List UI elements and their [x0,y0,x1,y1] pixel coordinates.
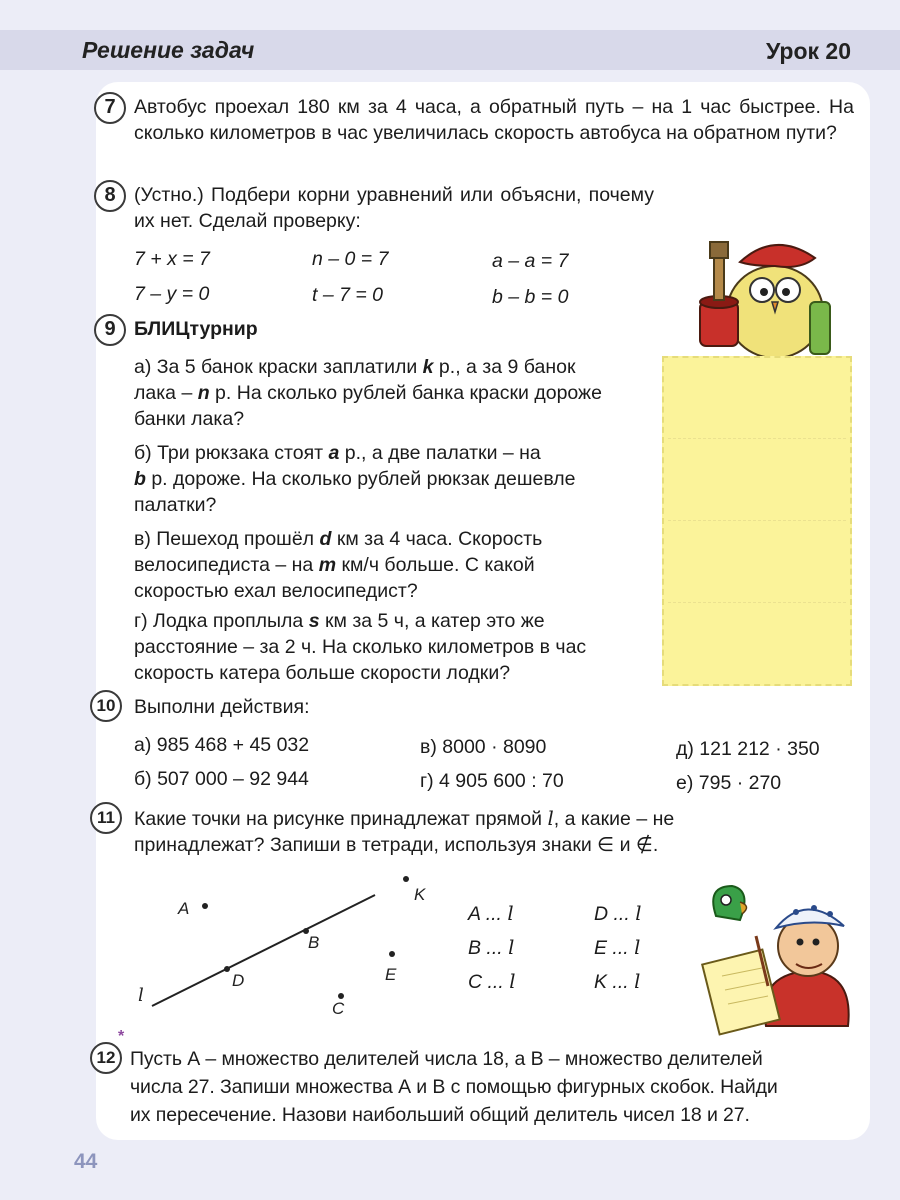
point-a [202,903,208,909]
equation: 7 – y = 0 [134,283,210,305]
lesson-label: Урок 20 [766,38,852,64]
owl-painter-illustration [690,232,840,362]
point-k [403,876,409,882]
task-9d-line: г) Лодка проплыла s км за 5 ч, а катер это же [134,610,545,632]
difficulty-star: * [118,1028,125,1045]
membership-row: C ... l [468,970,516,993]
task-8-number: 8 [94,180,126,212]
label-k: K [414,885,426,904]
point-e [389,951,395,957]
task-12-line: Пусть А – множество делителей числа 18, а В – множество делителей [130,1048,763,1070]
box-divider [668,438,846,439]
membership-row: D ... l [594,902,642,925]
task-12-number: 12 [90,1042,122,1074]
label-a: A [178,899,190,918]
task-8-text: (Устно.) Подбери корни уравнений или объясни, почему их нет. Сделай проверку: [134,184,654,232]
answer-box[interactable] [662,356,852,686]
label-c: C [332,999,345,1018]
equation: a – a = 7 [492,250,569,272]
expression: д) 121 212 · 350 [676,738,820,760]
task-7-number: 7 [94,92,126,124]
task-11-number: 11 [90,802,122,834]
pirate-writer-illustration [696,876,856,1038]
expression: б) 507 000 – 92 944 [134,768,309,790]
membership-row: E ... l [594,936,641,959]
task-10-number: 10 [90,690,122,722]
task-9d-line: скорость катера больше скорости лодки? [134,662,511,684]
equation: n – 0 = 7 [312,248,389,270]
box-divider [668,602,846,603]
geometry-figure [130,870,450,1030]
membership-row: B ... l [468,936,515,959]
label-b: B [308,933,320,952]
task-9a-line: банки лака? [134,408,245,430]
task-12-line: числа 27. Запиши множества А и В с помощью фигурных скобок. Найди [130,1076,778,1098]
task-9-title: БЛИЦтурнир [134,318,258,340]
task-9b-line: b р. дороже. На сколько рублей рюкзак дешевле [134,468,576,490]
membership-row: K ... l [594,970,641,993]
membership-row: A ... l [468,902,514,925]
task-9a-line: лака – n р. На сколько рублей банка краски дороже [134,382,602,404]
task-9c-line: скоростью ехал велосипедист? [134,580,418,602]
task-11-text: Какие точки на рисунке принадлежат прямой l, а какие – не принадлежат? Запиши в тетради, используя знаки ∈ и ∉. [134,807,675,856]
label-l: l [138,985,144,1006]
task-7-text: Автобус проехал 180 км за 4 часа, а обратный путь – на 1 час быстрее. На сколько километров в час увеличилась скорость автобуса на обратном пути? [134,96,854,144]
task-12-line: их пересечение. Назови наибольший общий делитель чисел 18 и 27. [130,1104,750,1126]
section-title: Решение задач [82,37,255,63]
task-10-text: Выполни действия: [134,696,310,718]
point-d [224,966,230,972]
expression: в) 8000 · 8090 [420,736,547,758]
expression: а) 985 468 + 45 032 [134,734,310,756]
expression: г) 4 905 600 : 70 [420,770,564,792]
equation: 7 + x = 7 [134,248,210,270]
label-e: E [385,965,397,984]
task-9c-line: в) Пешеход прошёл d км за 4 часа. Скорость [134,528,543,550]
equation: t – 7 = 0 [312,284,384,306]
task-9b-line: палатки? [134,494,217,516]
task-9-number: 9 [94,314,126,346]
equation: b – b = 0 [492,286,569,308]
task-9a-line: а) За 5 банок краски заплатили k р., а за 9 банок [134,356,576,378]
task-9d-line: расстояние – за 2 ч. На сколько километров в час [134,636,587,658]
expression: е) 795 · 270 [676,772,782,794]
box-divider [668,520,846,521]
label-d: D [232,971,245,990]
page-number: 44 [74,1150,98,1173]
task-9b-line: б) Три рюкзака стоят a р., а две палатки – на [134,442,541,464]
task-9c-line: велосипедиста – на m км/ч больше. С какой [134,554,535,576]
